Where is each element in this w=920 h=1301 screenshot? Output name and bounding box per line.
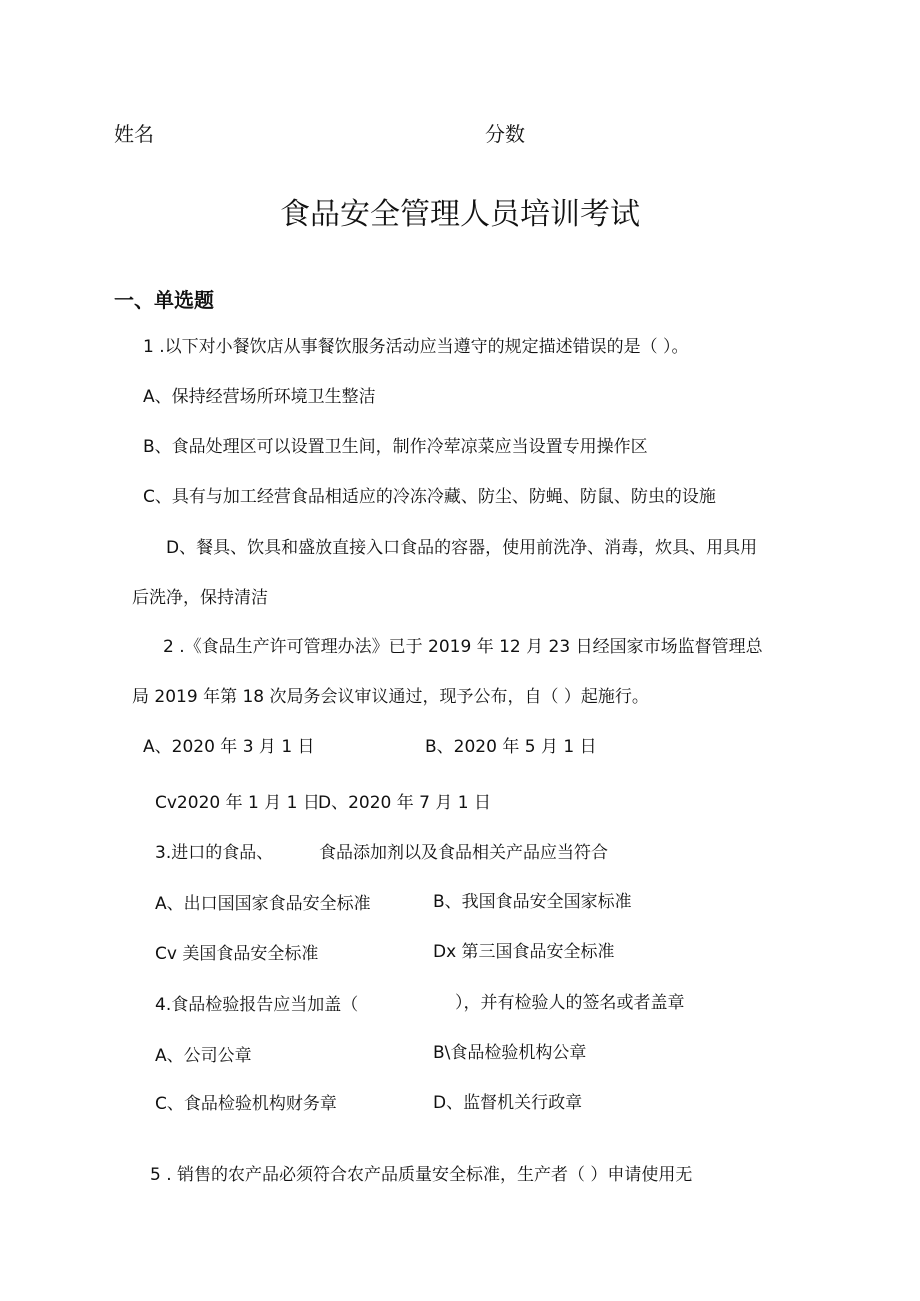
question-2-option-c: Cv2020 年 1 月 1 日 [155,793,320,813]
question-1-stem: 1 .以下对小餐饮店从事餐饮服务活动应当遵守的规定描述错误的是（ ）。 [143,337,689,357]
question-2-option-b: B、2020 年 5 月 1 日 [425,737,597,757]
question-4-option-b: B\食品检验机构公章 [433,1043,587,1063]
question-3-option-b: B、我国食品安全国家标准 [433,892,632,912]
question-4-stem-part1: 4.食品检验报告应当加盖（ [155,995,359,1015]
question-1-option-c: C、具有与加工经营食品相适应的冷冻冷藏、防尘、防蝇、防鼠、防虫的设施 [143,487,716,507]
question-2-stem-line1: 2 .《食品生产许可管理办法》已于 2019 年 12 月 23 日经国家市场监督管理总 [163,637,763,657]
question-3-option-a: A、出口国国家食品安全标准 [155,894,371,914]
question-1-option-d-line1: D、餐具、饮具和盛放直接入口食品的容器，使用前洗净、消毒，炊具、用具用 [166,538,758,558]
question-4-option-a: A、公司公章 [155,1046,252,1066]
question-2-stem-line2: 局 2019 年第 18 次局务会议审议通过，现予公布，自（ ）起施行。 [132,687,649,707]
question-4-clipped-row [0,1090,920,1112]
question-2-option-a: A、2020 年 3 月 1 日 [143,737,315,757]
question-1-option-d-line2: 后洗净，保持清洁 [132,588,268,608]
question-4-option-d: D、监督机关行政章 [433,1093,583,1112]
question-1-option-b: B、食品处理区可以设置卫生间，制作冷荤凉菜应当设置专用操作区 [143,437,648,457]
question-5-stem: 5 . 销售的农产品必须符合农产品质量安全标准，生产者（ ）申请使用无 [150,1165,693,1185]
section-heading: 一、单选题 [114,288,214,312]
question-2-option-d: D、2020 年 7 月 1 日 [318,793,492,813]
question-1-option-a: A、保持经营场所环境卫生整洁 [143,387,376,407]
question-4-option-c: C、食品检验机构财务章 [155,1094,337,1112]
question-3-stem-part1: 3.进口的食品、 [155,843,274,863]
score-label: 分数 [485,122,525,146]
question-3-option-d: Dx 第三国食品安全标准 [433,942,615,962]
question-4-stem-part2: ），并有检验人的签名或者盖章 [455,993,685,1013]
name-label: 姓名 [114,122,154,146]
page-title: 食品安全管理人员培训考试 [280,197,640,232]
question-3-stem-part2: 食品添加剂以及食品相关产品应当符合 [319,843,608,863]
question-3-option-c: Cv 美国食品安全标准 [155,944,319,964]
